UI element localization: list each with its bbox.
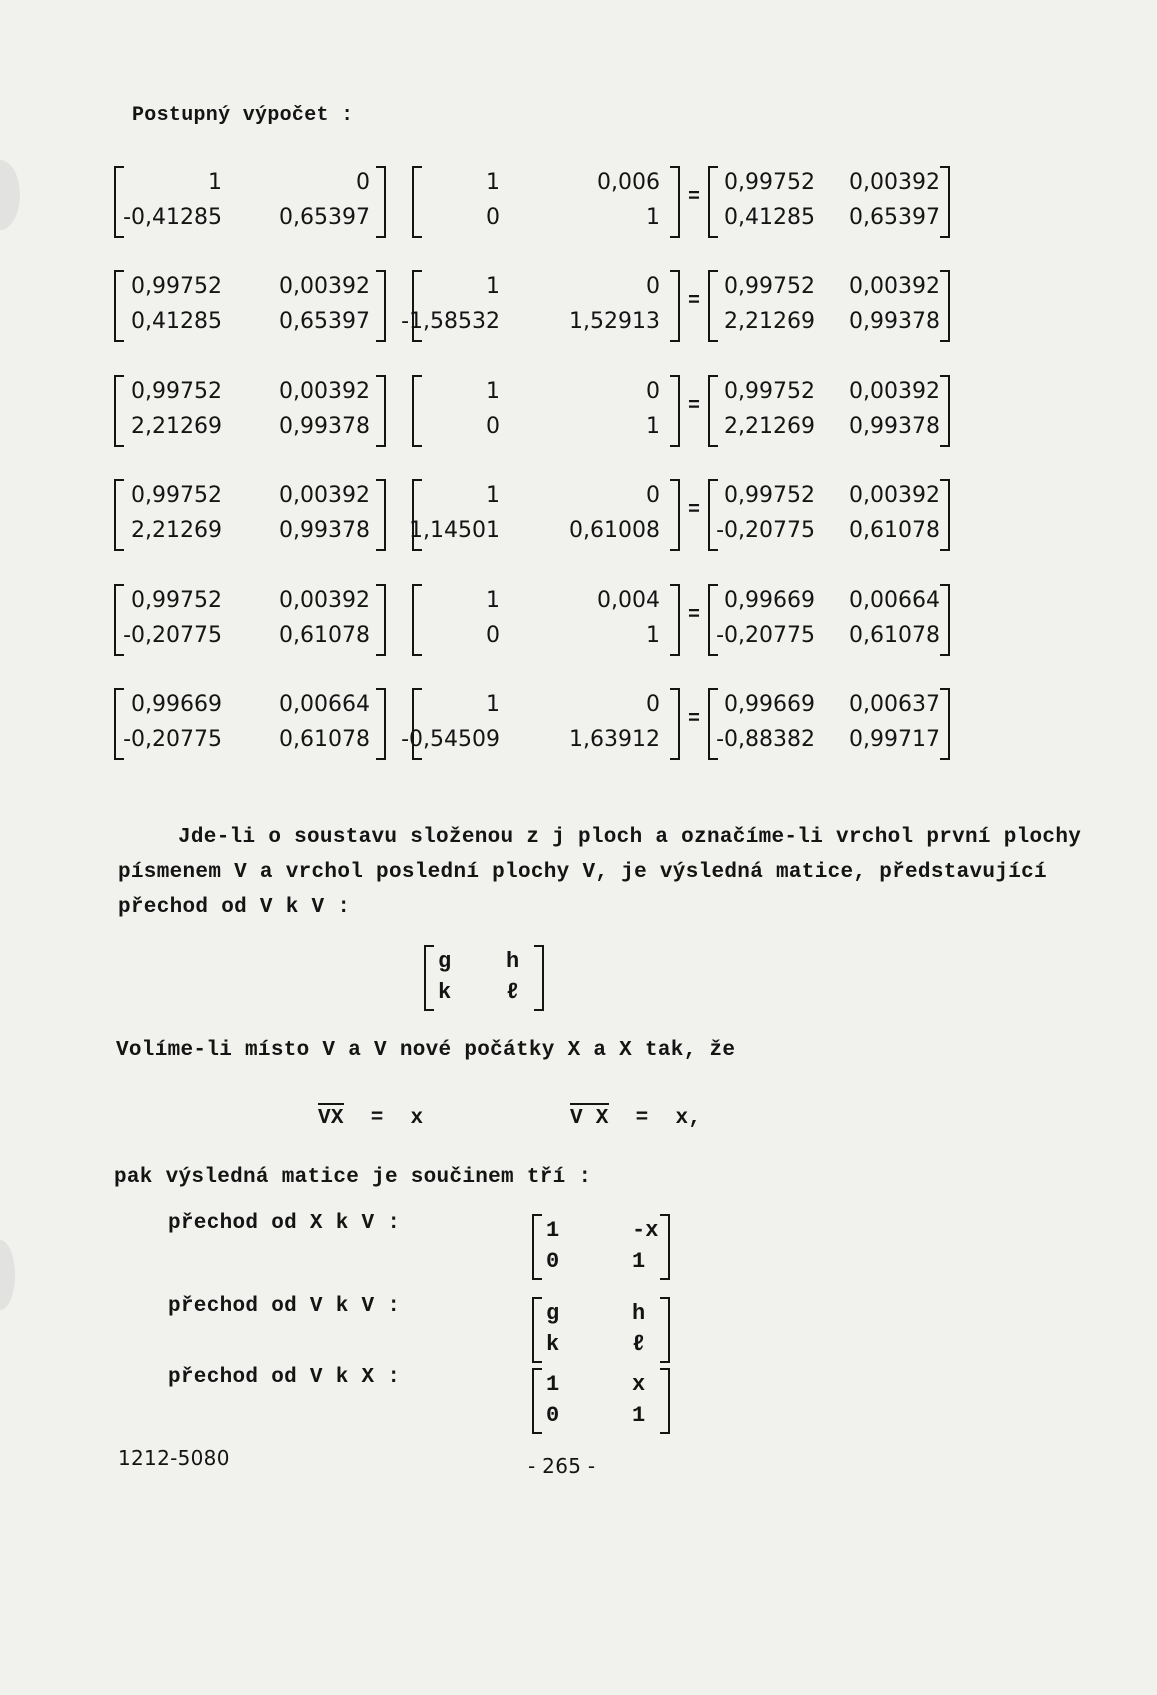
matrix-bracket-left — [114, 375, 124, 447]
matrix-bracket-right — [940, 584, 950, 656]
matrix-cell: 0,00664 — [849, 588, 940, 613]
matrix-bracket-right — [670, 270, 680, 342]
matrix-cell: g — [546, 1301, 560, 1326]
matrix-cell: 0,99752 — [724, 379, 815, 404]
product-line: pak výsledná matice je součinem tří : — [114, 1166, 592, 1189]
matrix-cell: 0,61008 — [569, 518, 660, 543]
choose-line: Volíme-li místo V a V nové počátky X a X tak, že — [116, 1039, 736, 1062]
matrix-cell: -x — [632, 1218, 659, 1243]
matrix-bracket-right — [660, 1297, 670, 1363]
matrix-cell: h — [506, 949, 520, 974]
matrix-bracket-right — [940, 166, 950, 238]
matrix-cell: 1 — [546, 1218, 560, 1243]
matrix-cell: 1 — [632, 1403, 646, 1428]
matrix-cell: 0,65397 — [279, 205, 370, 230]
matrix-cell: 0,99669 — [724, 588, 815, 613]
equals-sign: = — [688, 290, 701, 313]
matrix-bracket-right — [940, 375, 950, 447]
transition-label: přechod od X k V : — [168, 1212, 401, 1235]
matrix-cell: 1 — [208, 170, 222, 195]
eq1-rhs: x — [410, 1107, 424, 1130]
matrix-cell: x — [632, 1372, 646, 1397]
matrix-bracket-right — [376, 479, 386, 551]
matrix-cell: 0,99752 — [724, 483, 815, 508]
matrix-bracket-left — [412, 166, 422, 238]
matrix-bracket-right — [670, 479, 680, 551]
matrix-cell: -0,20775 — [123, 727, 222, 752]
matrix-cell: 0 — [486, 414, 500, 439]
matrix-cell: 1 — [486, 379, 500, 404]
matrix-cell: h — [632, 1301, 646, 1326]
matrix-bracket-left — [708, 270, 718, 342]
matrix-bracket-left — [412, 584, 422, 656]
matrix-cell: 0 — [486, 623, 500, 648]
matrix-cell: 0 — [356, 170, 370, 195]
equation-2 — [570, 1107, 701, 1130]
matrix-cell: 0 — [486, 205, 500, 230]
matrix-cell: 1,52913 — [569, 309, 660, 334]
matrix-cell: 0,65397 — [849, 205, 940, 230]
matrix-cell: 0,99752 — [131, 483, 222, 508]
page-number: - 265 - — [528, 1454, 596, 1478]
matrix-cell: -0,54509 — [401, 727, 500, 752]
matrix-cell: 0,61078 — [279, 727, 370, 752]
matrix-bracket-left — [412, 375, 422, 447]
matrix-cell: 0,00392 — [279, 379, 370, 404]
matrix-cell: 1 — [546, 1372, 560, 1397]
matrix-bracket-right — [376, 270, 386, 342]
equation-1 — [318, 1107, 423, 1130]
matrix-cell: -0,20775 — [716, 518, 815, 543]
matrix-cell: 1 — [486, 588, 500, 613]
matrix-bracket-left — [708, 375, 718, 447]
matrix-cell: 1,63912 — [569, 727, 660, 752]
eq2-rhs: x, — [675, 1107, 702, 1130]
matrix-cell: 0,00392 — [849, 274, 940, 299]
transition-label: přechod od V k V : — [168, 1295, 401, 1318]
matrix-bracket-left — [532, 1368, 542, 1434]
matrix-cell: 0,006 — [597, 170, 660, 195]
matrix-cell: 0 — [546, 1403, 560, 1428]
matrix-bracket-left — [114, 479, 124, 551]
matrix-bracket-right — [940, 270, 950, 342]
matrix-cell: 0,99378 — [849, 309, 940, 334]
matrix-cell: 1 — [646, 414, 660, 439]
matrix-bracket-right — [670, 688, 680, 760]
matrix-cell: 1,14501 — [409, 518, 500, 543]
matrix-cell: 0 — [646, 274, 660, 299]
matrix-cell: 0,00637 — [849, 692, 940, 717]
paper-stain — [0, 1240, 15, 1310]
matrix-cell: k — [438, 980, 452, 1005]
eq2-equals: = — [635, 1107, 649, 1130]
matrix-cell: 0 — [646, 483, 660, 508]
matrix-cell: -1,58532 — [401, 309, 500, 334]
matrix-cell: 0,00664 — [279, 692, 370, 717]
matrix-cell: 0,99669 — [131, 692, 222, 717]
eq1-lhs: VX — [318, 1103, 344, 1130]
matrix-cell: 0,99752 — [131, 379, 222, 404]
matrix-cell: g — [438, 949, 452, 974]
matrix-cell: 1 — [646, 623, 660, 648]
matrix-bracket-right — [670, 166, 680, 238]
transition-label: přechod od V k X : — [168, 1366, 401, 1389]
matrix-cell: 0,00392 — [279, 588, 370, 613]
matrix-cell: 0,99752 — [131, 588, 222, 613]
matrix-cell: 0,00392 — [279, 483, 370, 508]
matrix-cell: 0,41285 — [724, 205, 815, 230]
matrix-cell: 0,004 — [597, 588, 660, 613]
matrix-cell: 1 — [632, 1249, 646, 1274]
matrix-cell: 0,99752 — [724, 170, 815, 195]
paragraph-line: Jde-li o soustavu složenou z j ploch a označíme-li vrchol první plochy — [178, 826, 1082, 849]
matrix-cell: -0,41285 — [123, 205, 222, 230]
eq2-lhs: V X — [570, 1103, 609, 1130]
matrix-cell: 0,99669 — [724, 692, 815, 717]
equals-sign: = — [688, 499, 701, 522]
matrix-bracket-right — [376, 375, 386, 447]
matrix-cell: 0 — [546, 1249, 560, 1274]
matrix-cell: 0,99378 — [279, 414, 370, 439]
matrix-bracket-right — [376, 166, 386, 238]
footer-code: 1212-5080 — [118, 1446, 230, 1470]
matrix-cell: 1 — [486, 692, 500, 717]
equals-sign: = — [688, 186, 701, 209]
matrix-cell: 0,41285 — [131, 309, 222, 334]
paper-stain — [0, 160, 20, 230]
matrix-cell: 0,65397 — [279, 309, 370, 334]
matrix-cell: 0,99717 — [849, 727, 940, 752]
matrix-cell: 1 — [486, 483, 500, 508]
matrix-cell: 0,00392 — [849, 170, 940, 195]
paragraph-line: písmenem V a vrchol poslední plochy V, je výsledná matice, představující — [118, 861, 1047, 884]
matrix-cell: 2,21269 — [131, 414, 222, 439]
matrix-cell: 2,21269 — [131, 518, 222, 543]
heading: Postupný výpočet : — [132, 104, 354, 127]
matrix-bracket-left — [532, 1214, 542, 1280]
matrix-cell: 2,21269 — [724, 414, 815, 439]
equals-sign: = — [688, 604, 701, 627]
matrix-cell: 0,99752 — [724, 274, 815, 299]
matrix-cell: 0,61078 — [279, 623, 370, 648]
matrix-cell: 0,61078 — [849, 623, 940, 648]
matrix-bracket-left — [114, 270, 124, 342]
matrix-bracket-right — [660, 1214, 670, 1280]
paragraph-line: přechod od V k V : — [118, 896, 351, 919]
matrix-cell: -0,88382 — [716, 727, 815, 752]
matrix-bracket-right — [670, 375, 680, 447]
matrix-cell: 2,21269 — [724, 309, 815, 334]
matrix-cell: -0,20775 — [123, 623, 222, 648]
matrix-cell: ℓ — [506, 980, 520, 1005]
matrix-cell: 0 — [646, 379, 660, 404]
matrix-cell: 0 — [646, 692, 660, 717]
matrix-cell: 1 — [486, 274, 500, 299]
eq1-equals: = — [370, 1107, 384, 1130]
matrix-bracket-left — [708, 166, 718, 238]
matrix-bracket-right — [670, 584, 680, 656]
matrix-bracket-left — [424, 945, 434, 1011]
matrix-cell: 1 — [486, 170, 500, 195]
matrix-cell: 0,00392 — [849, 379, 940, 404]
matrix-bracket-left — [532, 1297, 542, 1363]
matrix-bracket-right — [660, 1368, 670, 1434]
matrix-cell: 0,99752 — [131, 274, 222, 299]
matrix-bracket-right — [376, 688, 386, 760]
matrix-cell: 0,00392 — [849, 483, 940, 508]
matrix-bracket-right — [940, 688, 950, 760]
matrix-cell: k — [546, 1332, 560, 1357]
matrix-bracket-right — [940, 479, 950, 551]
matrix-cell: ℓ — [632, 1332, 646, 1357]
matrix-cell: -0,20775 — [716, 623, 815, 648]
equals-sign: = — [688, 708, 701, 731]
matrix-bracket-right — [534, 945, 544, 1011]
matrix-cell: 0,99378 — [279, 518, 370, 543]
matrix-cell: 0,99378 — [849, 414, 940, 439]
matrix-cell: 0,61078 — [849, 518, 940, 543]
equals-sign: = — [688, 395, 701, 418]
matrix-cell: 0,00392 — [279, 274, 370, 299]
matrix-cell: 1 — [646, 205, 660, 230]
matrix-bracket-right — [376, 584, 386, 656]
